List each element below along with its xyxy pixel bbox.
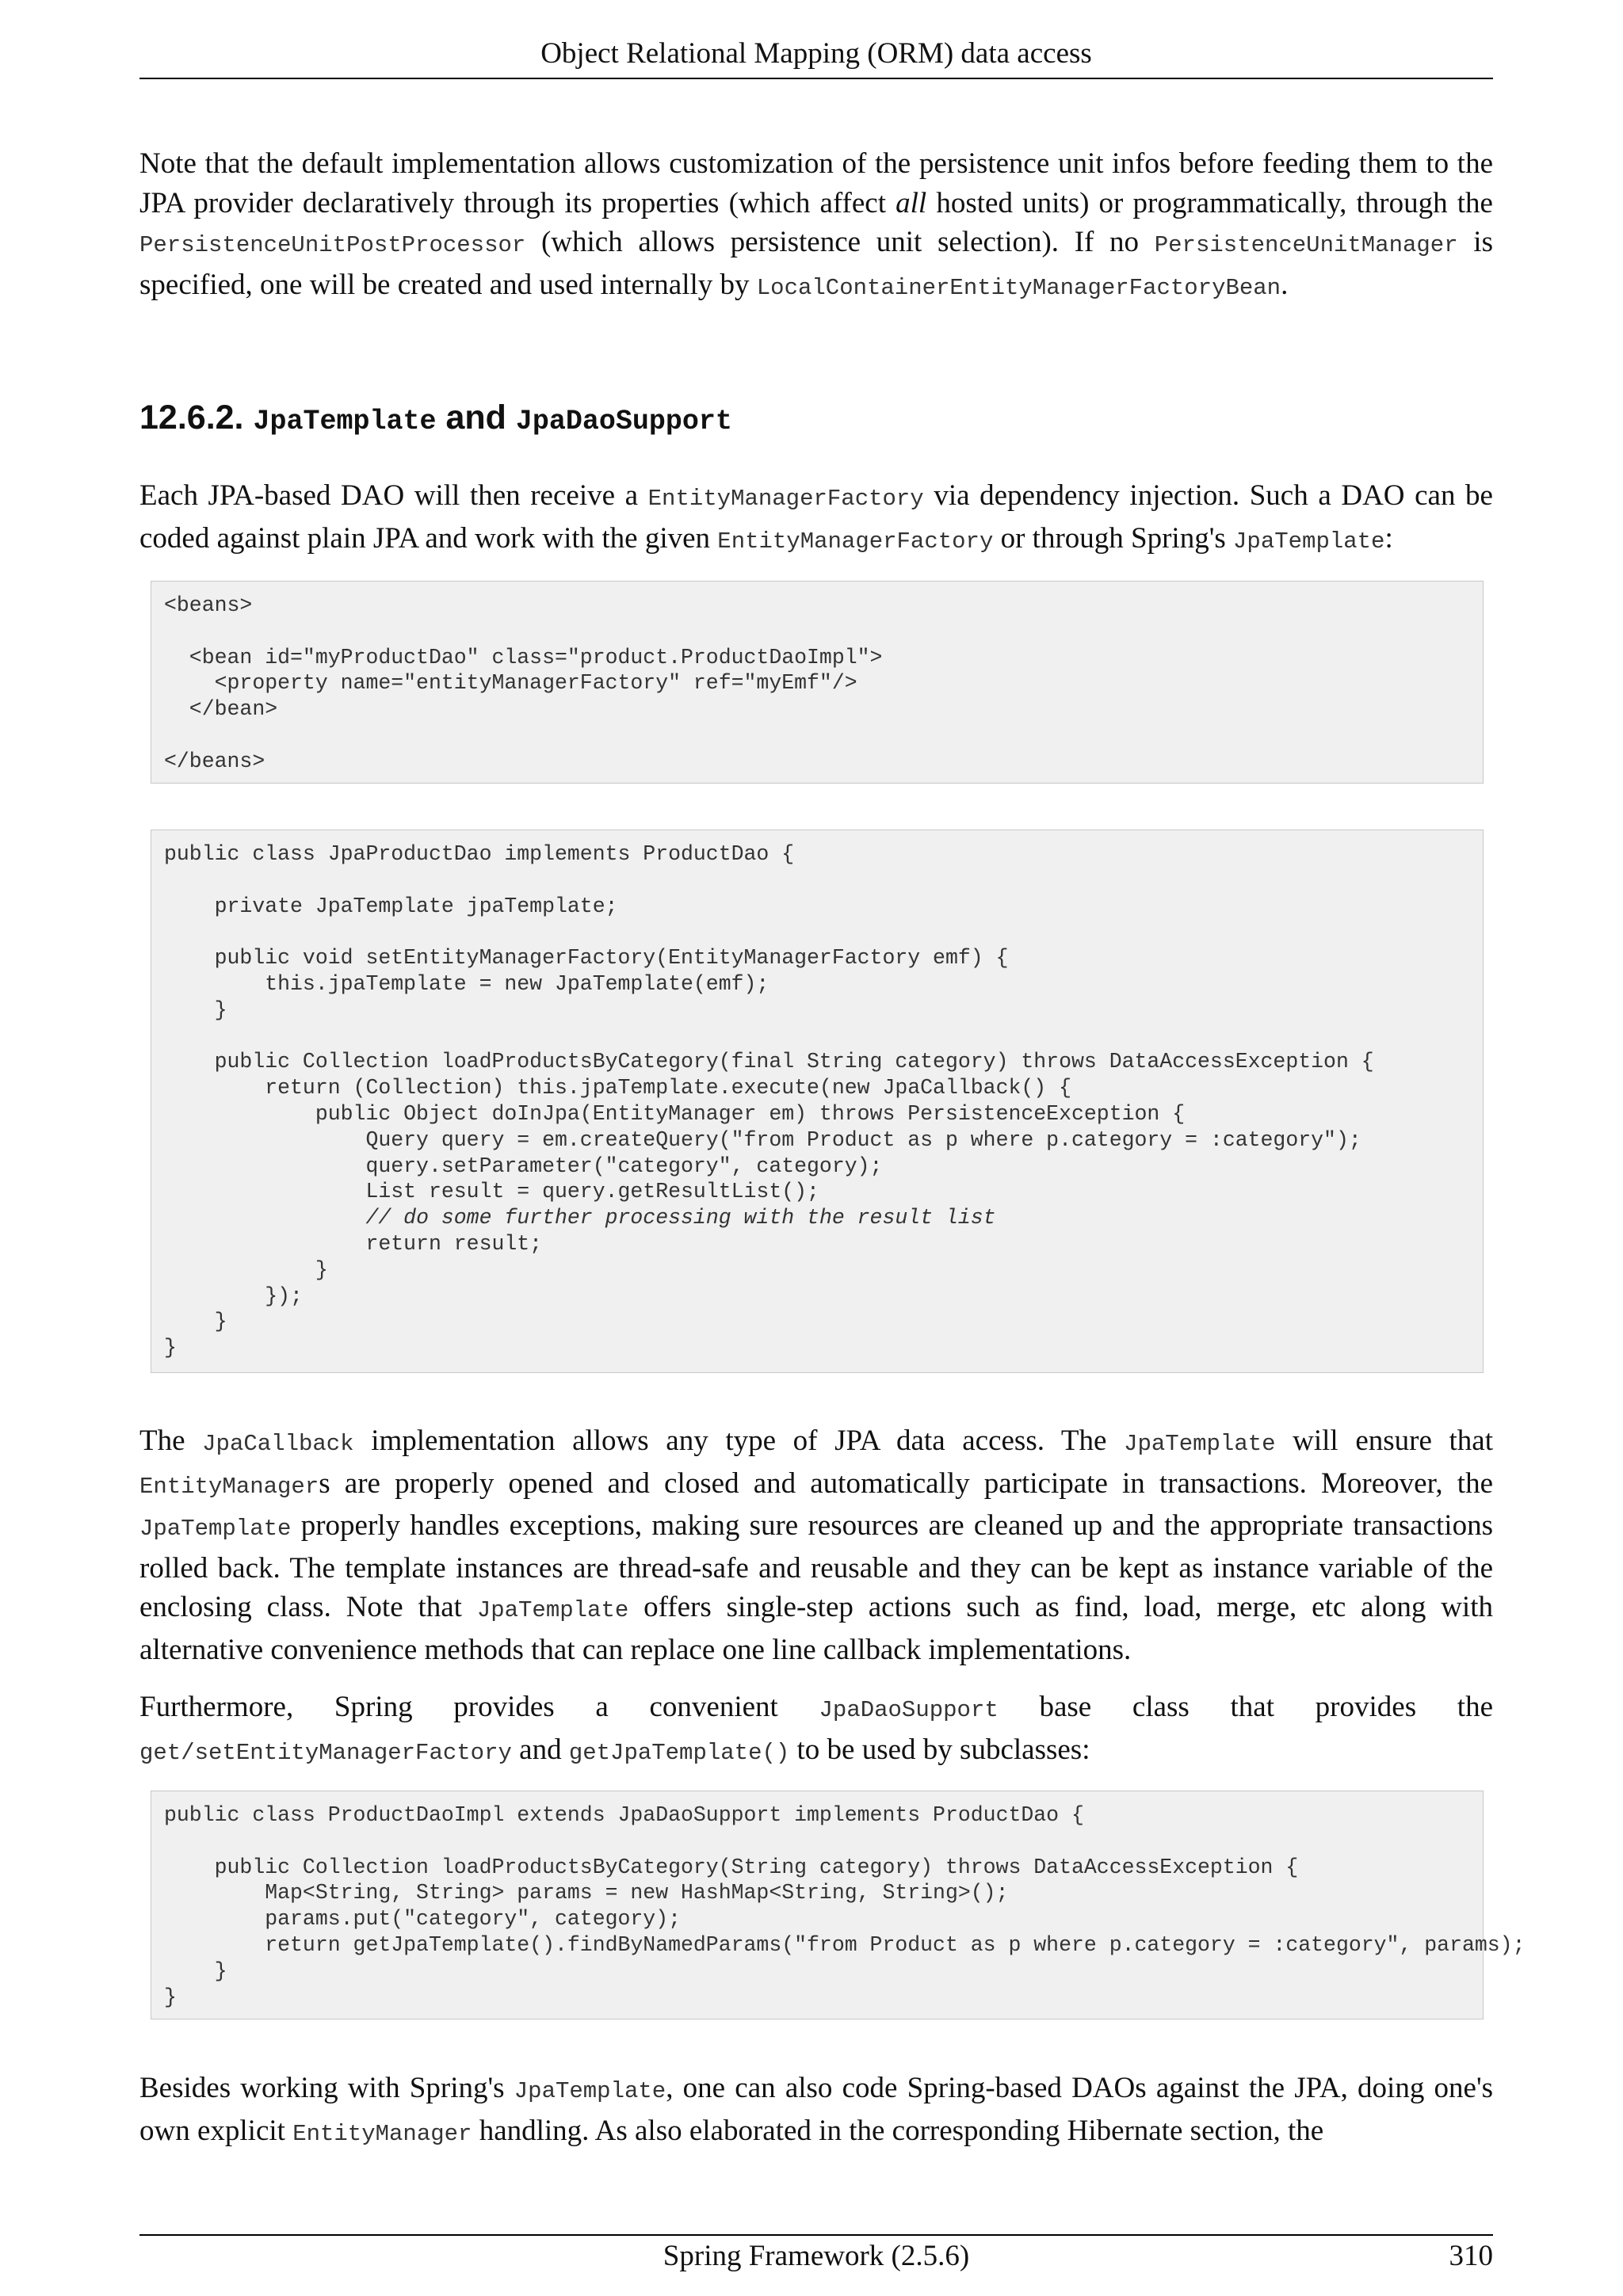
- footer-title: Spring Framework (2.5.6): [663, 2240, 970, 2272]
- inline-code: JpaDaoSupport: [819, 1697, 999, 1723]
- code-block-product-dao-impl: [151, 1791, 1526, 2019]
- inline-code: LocalContainerEntityManagerFactoryBean: [756, 274, 1281, 301]
- inline-code: JpaTemplate: [476, 1597, 629, 1623]
- inline-code: JpaCallback: [202, 1431, 354, 1457]
- inline-code: getJpaTemplate(): [568, 1739, 790, 1766]
- inline-code: PersistenceUnitPostProcessor: [139, 232, 526, 258]
- code-listing: <beans> <bean id="myProductDao" class="product.ProductDaoImpl"> <property name="entityManagerFactory" ref="myEmf"/> </bean> </beans>: [164, 593, 883, 773]
- inline-code: PersistenceUnitManager: [1154, 232, 1458, 258]
- inline-code: EntityManagerFactory: [717, 528, 994, 555]
- inline-code: JpaTemplate: [514, 2078, 666, 2104]
- paragraph-jpa-dao-support: Furthermore, Spring provides a convenient JpaDaoSupport base class that provides the get/setEntityManagerFactory and getJpaTemplate() to be used by subclasses:: [139, 1691, 1493, 1766]
- inline-code: JpaTemplate: [1233, 528, 1385, 555]
- inline-code: JpaTemplate: [1124, 1431, 1276, 1457]
- paragraph-dao-intro: Each JPA-based DAO will then receive a EntityManagerFactory via dependency injection. Such a DAO can be coded against plain JPA and work with the given EntityManagerFactory or through Spring's JpaTemplate:: [139, 479, 1493, 555]
- inline-code: EntityManager: [139, 1473, 319, 1500]
- running-header: Object Relational Mapping (ORM) data access: [540, 37, 1092, 70]
- paragraph-persistence-unit: Note that the default implementation allows customization of the persistence unit infos before feeding them to the JPA provider declaratively through its properties (which affect all hosted units) or programmatically, through the PersistenceUnitPostProcessor (which allows persistence unit selection). If no PersistenceUnitManager is specified, one will be created and used internally by LocalContainerEntityManagerFactoryBean.: [139, 147, 1493, 301]
- code-listing: public class ProductDaoImpl extends JpaDaoSupport implements ProductDao { public Collection loadProductsByCategory(String category) throws DataAccessException { Map<String, String> params = new HashMap<String, String>(); params.put("category", category); return getJpaTemplate().findByNamedParams("from Product as p where p.category = :category", params); } }: [164, 1803, 1526, 2009]
- code-listing: public class JpaProductDao implements ProductDao { private JpaTemplate jpaTemplate; public void setEntityManagerFactory(EntityManagerFactory emf) { this.jpaTemplate = new JpaTemplate(emf); } public Collection loadProductsByCategory(final String category) throws DataAccessException { return (Collection) this.jpaTemplate.execute(new JpaCallback() { public Object doInJpa(EntityManager em) throws PersistenceException { Query query = em.createQuery("from Product as p where p.category = :category"); query.setParameter("category", category); List result = query.getResultList(); // do some further processing with the result list return result; } }); } }: [164, 842, 1374, 1360]
- inline-code: JpaTemplate: [139, 1516, 292, 1542]
- inline-code: get/setEntityManagerFactory: [139, 1739, 512, 1766]
- inline-code: EntityManager: [292, 2120, 472, 2147]
- inline-code: EntityManagerFactory: [647, 486, 924, 512]
- paragraph-jpa-callback: The JpaCallback implementation allows any type of JPA data access. The JpaTemplate will ensure that EntityManagers are properly opened and closed and automatically participate in transactions. Moreover, the JpaTemplate properly handles exceptions, making sure resources are cleaned up and the appropriate transactions rolled back. The template instances are thread-safe and reusable and they can be kept as instance variable of the enclosing class. Note that JpaTemplate offers single-step actions such as find, load, merge, etc along with alternative convenience methods that can replace one line callback implementations.: [139, 1425, 1494, 1666]
- code-block-beans-xml: [151, 581, 1484, 784]
- footer-rule: [139, 2234, 1493, 2236]
- section-heading: 12.6.2. JpaTemplate and JpaDaoSupport: [139, 399, 732, 437]
- code-block-jpa-product-dao: [151, 830, 1484, 1373]
- code-comment: // do some further processing with the result list: [365, 1206, 996, 1230]
- document-page: [139, 0, 1526, 2296]
- paragraph-explicit-entity-manager: Besides working with Spring's JpaTemplate, one can also code Spring-based DAOs against the JPA, doing one's own explicit EntityManager handling. As also elaborated in the corresponding Hibernate section, the: [139, 2072, 1494, 2147]
- header-rule: [139, 78, 1493, 79]
- page-number: 310: [1449, 2240, 1493, 2272]
